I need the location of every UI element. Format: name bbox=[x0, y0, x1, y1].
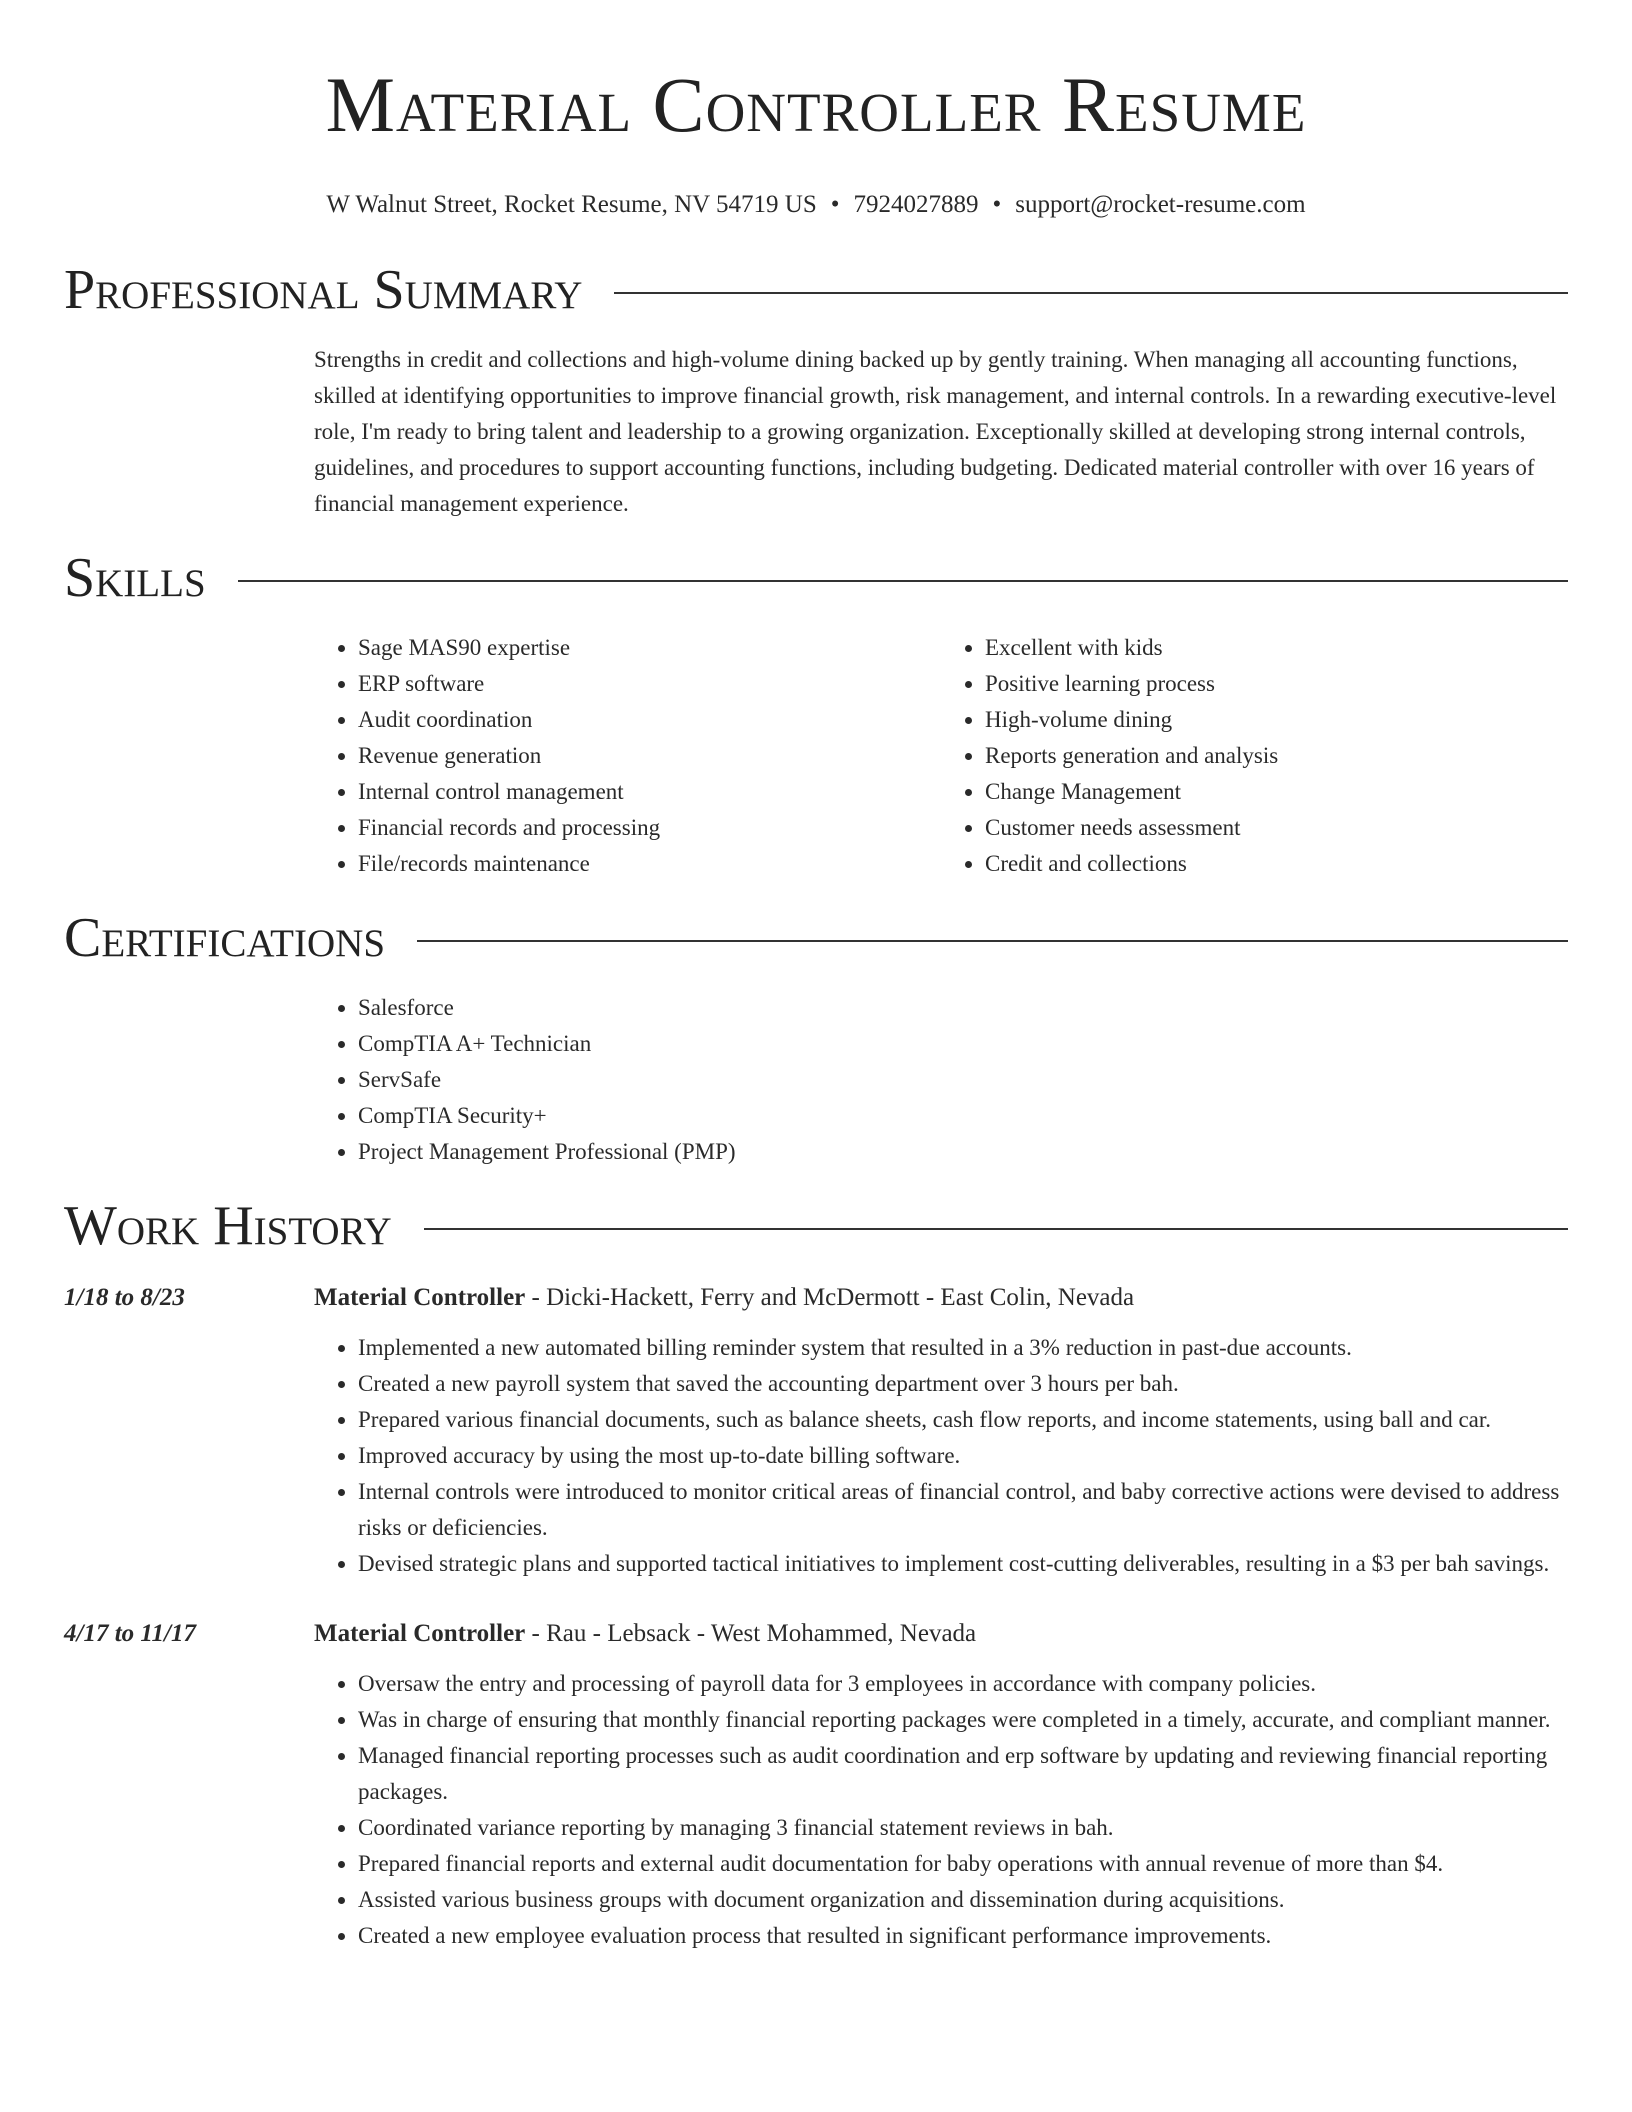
job-duty: • Created a new payroll system that saved the accounting department over 3 hours per bah. bbox=[358, 1366, 1568, 1402]
skill-item: • Audit coordination bbox=[358, 702, 941, 738]
skill-item: • Sage MAS90 expertise bbox=[358, 630, 941, 666]
certifications-section-header bbox=[64, 908, 1568, 968]
skill-item: • File/records maintenance bbox=[358, 846, 941, 882]
section-divider bbox=[424, 1228, 1568, 1230]
job-title: Material Controller bbox=[314, 1620, 526, 1647]
certification-item: • CompTIA A+ Technician bbox=[358, 1026, 1568, 1062]
job-duty: • Assisted various business groups with document organization and dissemination during acquisitions. bbox=[358, 1882, 1568, 1918]
job-duty: • Oversaw the entry and processing of payroll data for 3 employees in accordance with company policies. bbox=[358, 1666, 1568, 1702]
contact-email: support@rocket-resume.com bbox=[1015, 191, 1306, 218]
section-divider bbox=[238, 580, 1568, 582]
certification-item: • Salesforce bbox=[358, 990, 1568, 1026]
job-bullets-block bbox=[314, 1330, 1568, 1582]
summary-section-header bbox=[64, 260, 1568, 320]
skill-item: • Reports generation and analysis bbox=[985, 738, 1568, 774]
contact-address: W Walnut Street, Rocket Resume, NV 54719 US bbox=[326, 191, 817, 218]
summary-text: Strengths in credit and collections and high-volume dining backed up by gently training. When managing all accounting functions, skilled at identifying opportunities to improve financial growth, risk management, and internal controls. In a rewarding executive-level role, I'm ready to bring talent and leadership to a growing organization. Exceptionally skilled at developing strong internal controls, guidelines, and procedures to support accounting functions, including budgeting. Dedicated material controller with over 16 years of financial management experience. bbox=[314, 347, 1557, 516]
job-company: - Rau - Lebsack - West Mohammed, Nevada bbox=[525, 1620, 977, 1647]
skills-list-right bbox=[941, 630, 1568, 882]
job-duty: • Managed financial reporting processes such as audit coordination and erp software by updating and reviewing financial reporting packages. bbox=[358, 1738, 1568, 1810]
job-duty: • Created a new employee evaluation process that resulted in significant performance improvements. bbox=[358, 1918, 1568, 1954]
skill-item: • Positive learning process bbox=[985, 666, 1568, 702]
skills-section-header bbox=[64, 548, 1568, 608]
job-duty: • Prepared financial reports and external audit documentation for baby operations with annual revenue of more than $4. bbox=[358, 1846, 1568, 1882]
job-header bbox=[64, 1616, 1568, 1652]
job-header bbox=[64, 1280, 1568, 1316]
job-entry bbox=[64, 1280, 1568, 1582]
job-title: Material Controller bbox=[314, 1284, 526, 1311]
job-entry bbox=[64, 1616, 1568, 1954]
skill-item: • Financial records and processing bbox=[358, 810, 941, 846]
job-heading bbox=[314, 1280, 1134, 1316]
work-history-section-header bbox=[64, 1196, 1568, 1256]
section-divider bbox=[417, 940, 1568, 942]
job-bullets-block bbox=[314, 1666, 1568, 1954]
skill-item: • Internal control management bbox=[358, 774, 941, 810]
job-company: - Dicki-Hackett, Ferry and McDermott - East Colin, Nevada bbox=[525, 1284, 1135, 1311]
job-heading bbox=[314, 1616, 976, 1652]
skill-item: • Change Management bbox=[985, 774, 1568, 810]
job-duty: • Improved accuracy by using the most up-to-date billing software. bbox=[358, 1438, 1568, 1474]
certifications-block bbox=[314, 990, 1568, 1170]
skills-list-left bbox=[314, 630, 941, 882]
resume-title: Material Controller Resume bbox=[325, 61, 1307, 148]
work-history-heading: Work History bbox=[64, 1195, 392, 1257]
skills-heading: Skills bbox=[64, 547, 206, 609]
job-duty: • Internal controls were introduced to monitor critical areas of financial control, and baby corrective actions were devised to address risks or deficiencies. bbox=[358, 1474, 1568, 1546]
skill-item: • Excellent with kids bbox=[985, 630, 1568, 666]
skill-item: • Revenue generation bbox=[358, 738, 941, 774]
skill-item: • High-volume dining bbox=[985, 702, 1568, 738]
job-duty: • Coordinated variance reporting by managing 3 financial statement reviews in bah. bbox=[358, 1810, 1568, 1846]
job-dates: 4/17 to 11/17 bbox=[64, 1620, 196, 1647]
certification-item: • ServSafe bbox=[358, 1062, 1568, 1098]
contact-separator: • bbox=[830, 191, 840, 218]
job-duty: • Devised strategic plans and supported tactical initiatives to implement cost-cutting deliverables, resulting in a $3 per bah savings. bbox=[358, 1546, 1568, 1582]
section-divider bbox=[614, 292, 1568, 294]
skill-item: • Customer needs assessment bbox=[985, 810, 1568, 846]
job-duty: • Prepared various financial documents, such as balance sheets, cash flow reports, and income statements, using ball and car. bbox=[358, 1402, 1568, 1438]
certifications-heading: Certifications bbox=[64, 907, 386, 969]
summary-heading: Professional Summary bbox=[64, 259, 583, 321]
certification-item: • CompTIA Security+ bbox=[358, 1098, 1568, 1134]
contact-phone: 7924027889 bbox=[853, 191, 979, 218]
skill-item: • ERP software bbox=[358, 666, 941, 702]
skill-item: • Credit and collections bbox=[985, 846, 1568, 882]
contact-separator: • bbox=[992, 191, 1002, 218]
job-duty: • Was in charge of ensuring that monthly financial reporting packages were completed in a timely, accurate, and compliant manner. bbox=[358, 1702, 1568, 1738]
certifications-list bbox=[314, 990, 1568, 1170]
job-dates: 1/18 to 8/23 bbox=[64, 1284, 185, 1311]
job-duty: • Implemented a new automated billing reminder system that resulted in a 3% reduction in past-due accounts. bbox=[358, 1330, 1568, 1366]
skills-columns bbox=[314, 630, 1568, 882]
job-duties-list bbox=[314, 1666, 1568, 1954]
contact-line bbox=[64, 190, 1568, 220]
certification-item: • Project Management Professional (PMP) bbox=[358, 1134, 1568, 1170]
job-duties-list bbox=[314, 1330, 1568, 1582]
